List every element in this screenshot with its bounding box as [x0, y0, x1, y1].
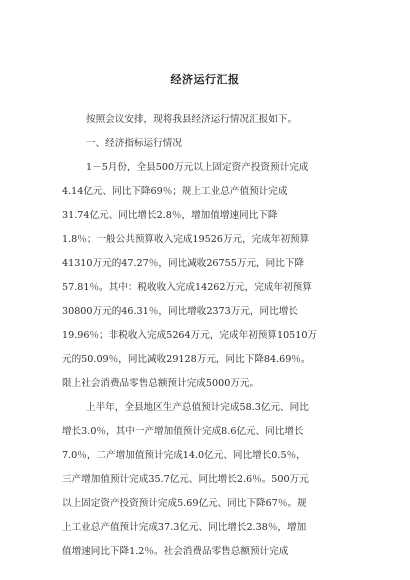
paragraph-line: 以上固定资产投资预计完成5.69亿元、同比下降67％。规 [62, 498, 307, 509]
paragraph-line: 31.74亿元、同比增长2.8％，增加值增速同比下降 [62, 210, 278, 221]
paragraph-line: 上半年，全县地区生产总值预计完成58.3亿元、同比 [86, 402, 309, 413]
paragraph-line: 上工业总产值预计完成37.3亿元、同比增长2.38％，增加 [62, 522, 307, 533]
paragraph-line: 元的50.09％，同比减收29128万元，同比下降84.69％。 [62, 354, 311, 365]
paragraph-line: 三产增加值预计完成35.7亿元、同比增长2.6％。500万元 [62, 474, 309, 485]
paragraph-line: 增长3.0％，其中一产增加值预计完成8.6亿元、同比增长 [62, 426, 304, 437]
paragraph-line: 30800万元的46.31％，同比增收2373万元，同比增长 [62, 306, 298, 317]
paragraph-line: 1.8％；一般公共预算收入完成19526万元，完成年初预算 [62, 234, 310, 245]
paragraph-line: 57.81％。其中：税收收入完成14262万元，完成年初预算 [62, 282, 312, 293]
paragraph-line: 1－5月份，全县500万元以上固定资产投资预计完成 [86, 162, 309, 173]
paragraph-line: 19.96％；非税收入完成5264万元，完成年初预算10510万 [62, 330, 318, 341]
paragraph-line: 7.0％，二产增加值预计完成14.0亿元、同比增长0.5％， [62, 450, 306, 461]
paragraph-line: 41310万元的47.27％，同比减收26755万元，同比下降 [62, 258, 305, 269]
document-title: 经济运行汇报 [170, 73, 240, 86]
paragraph-line: 限上社会消费品零售总额预计完成5000万元。 [62, 378, 260, 389]
paragraph-intro: 按照会议安排，现将我县经济运行情况汇报如下。 [86, 114, 298, 125]
paragraph-line: 4.14亿元、同比下降69％；规上工业总产值预计完成 [62, 186, 288, 197]
section-heading-1: 一、经济指标运行情况 [86, 138, 182, 149]
paragraph-line: 值增速同比下降1.2％。社会消费品零售总额预计完成 [62, 546, 289, 557]
